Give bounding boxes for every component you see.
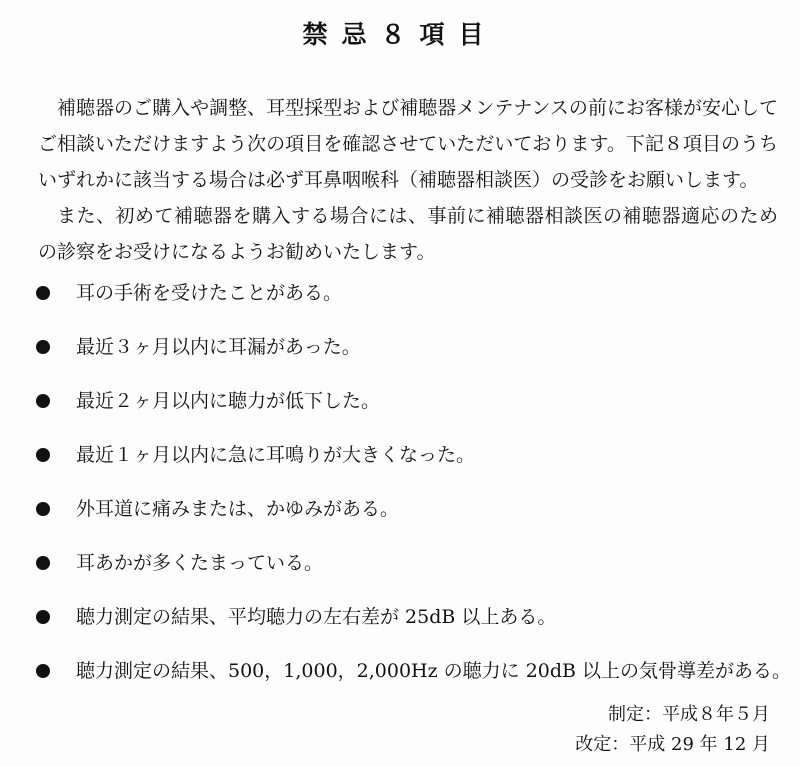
checklist-item-text: 耳の手術を受けたことがある。 bbox=[76, 282, 343, 304]
checklist-item-text: 最近３ヶ月以内に耳漏があった。 bbox=[76, 336, 361, 358]
checklist-item bbox=[36, 388, 786, 442]
checklist-item bbox=[36, 496, 786, 550]
revised-date: 改定：平成 29 年 12 月 bbox=[575, 734, 770, 755]
checklist-item bbox=[36, 334, 786, 388]
bullet-icon bbox=[36, 664, 50, 678]
bullet-icon bbox=[36, 556, 50, 570]
checklist-item-text: 外耳道に痛みまたは、かゆみがある。 bbox=[76, 498, 400, 520]
checklist-item bbox=[36, 550, 786, 604]
checklist-item-text: 最近１ヶ月以内に急に耳鳴りが大きくなった。 bbox=[76, 444, 476, 466]
established-date: 制定：平成８年５月 bbox=[608, 704, 770, 725]
intro-paragraph-1: 補聴器のご購入や調整、耳型採型および補聴器メンテナンスの前にお客様が安心してご相談いただけますよう次の項目を確認させていただいております。下記８項目のうちいずれかに該当する場合は必ず耳鼻咽喉科（補聴器相談医）の受診をお願いします。 bbox=[38, 97, 778, 191]
bullet-icon bbox=[36, 340, 50, 354]
checklist-item bbox=[36, 442, 786, 496]
checklist-item-text: 聴力測定の結果、平均聴力の左右差が 25dB 以上ある。 bbox=[76, 606, 557, 628]
checklist bbox=[36, 280, 792, 712]
bullet-icon bbox=[36, 610, 50, 624]
checklist-item-text: 聴力測定の結果、500，1,000，2,000Hz の聴力に 20dB 以上の気骨導差がある。 bbox=[76, 660, 792, 682]
checklist-item-text: 最近２ヶ月以内に聴力が低下した。 bbox=[76, 390, 381, 412]
checklist-item bbox=[36, 280, 786, 334]
checklist-item bbox=[36, 604, 786, 658]
bullet-icon bbox=[36, 394, 50, 408]
bullet-icon bbox=[36, 502, 50, 516]
intro-paragraph-2: また、初めて補聴器を購入する場合には、事前に補聴器相談医の補聴器適応のための診察をお受けになるようお勧めいたします。 bbox=[38, 205, 778, 263]
checklist-item-text: 耳あかが多くたまっている。 bbox=[76, 552, 324, 574]
document-title: 禁忌８項目 bbox=[302, 20, 498, 49]
bullet-icon bbox=[36, 286, 50, 300]
date-block bbox=[575, 700, 770, 760]
bullet-icon bbox=[36, 448, 50, 462]
